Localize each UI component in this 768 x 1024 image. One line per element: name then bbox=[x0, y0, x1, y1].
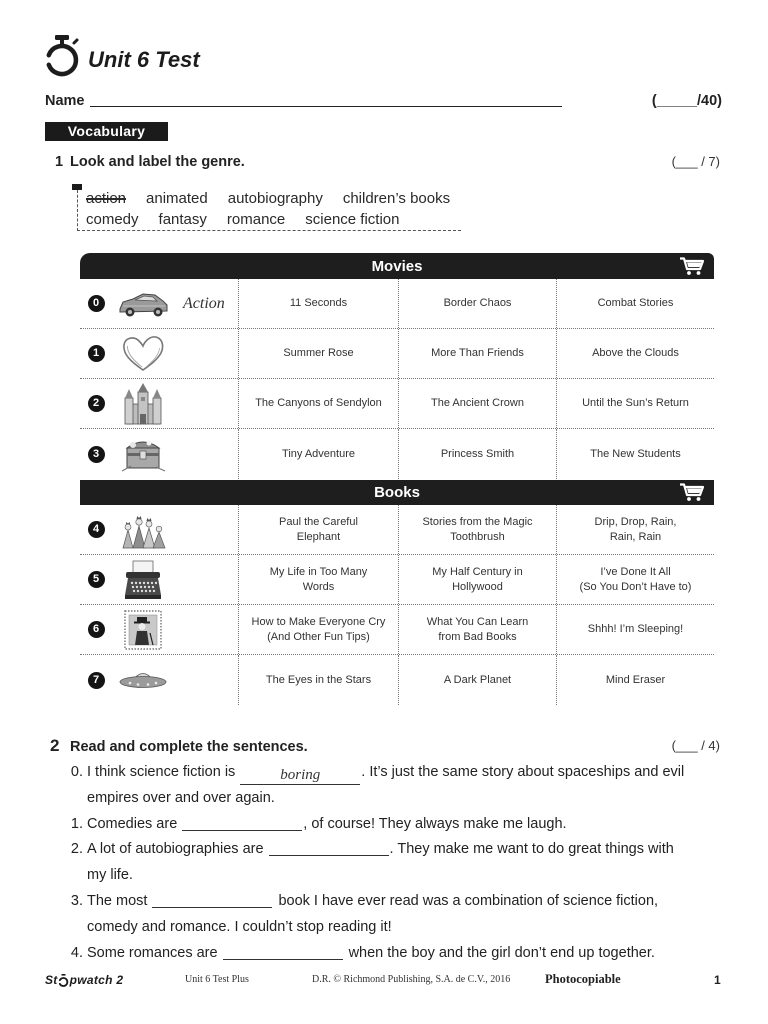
title-cell: The Ancient Crown bbox=[398, 379, 556, 428]
footer-copyright: D.R. © Richmond Publishing, S.A. de C.V., 2016 bbox=[312, 974, 511, 985]
answer-field[interactable] bbox=[175, 555, 238, 604]
stopwatch-icon bbox=[43, 34, 83, 78]
word-box-line bbox=[86, 210, 399, 230]
sentence-line-continuation bbox=[0, 863, 768, 889]
sentence-number: 4. bbox=[70, 944, 83, 961]
typewriter-icon bbox=[110, 555, 175, 604]
item-number-badge: 7 bbox=[88, 672, 105, 689]
sentence-number: 2. bbox=[70, 841, 83, 858]
word-bank-item: animated bbox=[146, 190, 208, 207]
answer-blank[interactable] bbox=[269, 839, 389, 856]
exercise-1-heading bbox=[55, 153, 245, 171]
word-bank-item: science fiction bbox=[305, 211, 400, 228]
sentence-list bbox=[0, 760, 768, 966]
item-number-badge: 1 bbox=[88, 345, 105, 362]
footer-photocopiable: Photocopiable bbox=[545, 972, 621, 986]
name-field[interactable] bbox=[90, 93, 562, 107]
title-cell: The Canyons of Sendylon bbox=[238, 379, 398, 428]
princesses-icon bbox=[110, 505, 175, 554]
title-cell: Border Chaos bbox=[398, 279, 556, 328]
title-cell: Combat Stories bbox=[556, 279, 714, 328]
title-cell: Tiny Adventure bbox=[238, 429, 398, 479]
stopwatch-icon bbox=[58, 974, 69, 987]
exercise-instruction: Look and label the genre. bbox=[70, 154, 245, 170]
item-number-badge: 0 bbox=[88, 295, 105, 312]
sentence-text-after: when the boy and the girl don’t end up together. bbox=[348, 944, 655, 961]
word-box-line bbox=[86, 189, 450, 209]
title-cell: More Than Friends bbox=[398, 329, 556, 378]
sentence-text-after: . It’s just the same story about spaceships and evil bbox=[361, 764, 685, 780]
footer-unit: Unit 6 Test Plus bbox=[185, 974, 249, 985]
item-number-badge: 5 bbox=[88, 571, 105, 588]
treasure-chest-icon bbox=[110, 429, 175, 479]
shopping-cart-icon bbox=[679, 256, 705, 276]
item-number-badge: 4 bbox=[88, 521, 105, 538]
answer-text: Action bbox=[183, 294, 225, 312]
answer-field[interactable] bbox=[175, 279, 238, 328]
sentence-number: 3. bbox=[70, 892, 83, 909]
sentence-text-continuation: empires over and over again. bbox=[87, 789, 275, 806]
sentence-number: 0. bbox=[70, 764, 83, 780]
sentence-line bbox=[0, 812, 768, 838]
title-cell: Summer Rose bbox=[238, 329, 398, 378]
sentence-text-continuation: my life. bbox=[87, 867, 133, 884]
sentence-line bbox=[0, 837, 768, 863]
title-cell: A Dark Planet bbox=[398, 655, 556, 705]
movies-header bbox=[80, 253, 714, 279]
table-row bbox=[80, 279, 714, 329]
books-header bbox=[80, 480, 714, 505]
books-table bbox=[80, 480, 714, 705]
stopwatch-logo bbox=[45, 972, 123, 988]
name-label: Name bbox=[45, 93, 85, 109]
answer-field[interactable] bbox=[175, 655, 238, 705]
sentence-line bbox=[0, 760, 768, 786]
books-header-label: Books bbox=[374, 484, 420, 501]
sentence-text-before: Comedies are bbox=[87, 815, 178, 832]
answer-field[interactable] bbox=[175, 505, 238, 554]
title-cell: Until the Sun’s Return bbox=[556, 379, 714, 428]
sentence-line bbox=[0, 889, 768, 915]
title-cell: Shhh! I’m Sleeping! bbox=[556, 605, 714, 654]
movies-table bbox=[80, 253, 714, 479]
word-bank-item: children’s books bbox=[342, 190, 451, 207]
item-number-badge: 3 bbox=[88, 446, 105, 463]
exercise-2-heading bbox=[50, 737, 308, 756]
title-cell: What You Can Learn from Bad Books bbox=[398, 605, 556, 654]
logo-text-suffix: pwatch 2 bbox=[69, 973, 124, 987]
answer-blank[interactable] bbox=[240, 768, 360, 785]
sentence-text-before: Some romances are bbox=[87, 944, 218, 961]
answer-blank[interactable] bbox=[182, 814, 302, 831]
sentence-line-continuation bbox=[0, 915, 768, 941]
sentence-text-after: book I have ever read was a combination of science fiction, bbox=[278, 892, 659, 909]
sentence-text-before: I think science fiction is bbox=[87, 764, 236, 780]
sentence-line bbox=[0, 941, 768, 967]
title-cell: Above the Clouds bbox=[556, 329, 714, 378]
word-box bbox=[77, 190, 461, 231]
sentence-line-continuation bbox=[0, 786, 768, 812]
answer-text: boring bbox=[280, 767, 321, 783]
stamp-icon bbox=[110, 605, 175, 654]
exercise-number: 2 bbox=[50, 736, 60, 755]
table-row bbox=[80, 379, 714, 429]
title-cell: Drip, Drop, Rain, Rain, Rain bbox=[556, 505, 714, 554]
logo-text-prefix: St bbox=[45, 973, 58, 987]
page-title: Unit 6 Test bbox=[88, 47, 200, 72]
title-cell: My Half Century in Hollywood bbox=[398, 555, 556, 604]
name-row bbox=[45, 92, 562, 110]
word-bank-item: fantasy bbox=[158, 211, 207, 228]
title-cell: Paul the Careful Elephant bbox=[238, 505, 398, 554]
title-cell: Mind Eraser bbox=[556, 655, 714, 705]
title-cell: 11 Seconds bbox=[238, 279, 398, 328]
ufo-icon bbox=[110, 655, 175, 705]
exercise-number: 1 bbox=[55, 154, 64, 170]
table-row bbox=[80, 655, 714, 705]
word-bank-item: comedy bbox=[86, 211, 139, 228]
item-number-badge: 6 bbox=[88, 621, 105, 638]
exercise-1-score: (___ / 7) bbox=[671, 154, 720, 169]
sentence-text-before: The most bbox=[87, 892, 148, 909]
total-score: (_____/40) bbox=[651, 93, 722, 109]
answer-field[interactable] bbox=[175, 379, 238, 428]
sentence-text-after: , of course! They always make me laugh. bbox=[303, 815, 567, 832]
sentence-number: 1. bbox=[70, 815, 83, 832]
shopping-cart-icon bbox=[679, 482, 705, 502]
title-cell: I’ve Done It All (So You Don’t Have to) bbox=[556, 555, 714, 604]
answer-field[interactable] bbox=[175, 329, 238, 378]
castle-icon bbox=[110, 379, 175, 428]
sentence-text-continuation: comedy and romance. I couldn’t stop reading it! bbox=[87, 918, 392, 935]
title-cell: How to Make Everyone Cry (And Other Fun Tips) bbox=[238, 605, 398, 654]
title-cell: My Life in Too Many Words bbox=[238, 555, 398, 604]
table-row bbox=[80, 329, 714, 379]
movies-header-label: Movies bbox=[371, 257, 423, 275]
exercise-instruction: Read and complete the sentences. bbox=[70, 739, 308, 755]
section-label: Vocabulary bbox=[45, 122, 168, 141]
heart-icon bbox=[110, 329, 175, 378]
title-cell: Stories from the Magic Toothbrush bbox=[398, 505, 556, 554]
exercise-2-score: (___ / 4) bbox=[671, 738, 720, 753]
table-row bbox=[80, 505, 714, 555]
sentence-text-after: . They make me want to do great things with bbox=[389, 841, 674, 858]
car-icon bbox=[110, 279, 175, 328]
word-bank-item: autobiography bbox=[227, 190, 323, 207]
word-bank-item: action bbox=[86, 190, 127, 207]
sentence-text-before: A lot of autobiographies are bbox=[87, 841, 264, 858]
page-number: 1 bbox=[714, 973, 721, 987]
table-row bbox=[80, 555, 714, 605]
answer-blank[interactable] bbox=[152, 891, 272, 908]
item-number-badge: 2 bbox=[88, 395, 105, 412]
table-row bbox=[80, 605, 714, 655]
title-cell: The Eyes in the Stars bbox=[238, 655, 398, 705]
word-bank-item: romance bbox=[226, 211, 286, 228]
answer-blank[interactable] bbox=[223, 943, 343, 960]
table-row bbox=[80, 429, 714, 479]
answer-field[interactable] bbox=[175, 605, 238, 654]
title-cell: The New Students bbox=[556, 429, 714, 479]
title-cell: Princess Smith bbox=[398, 429, 556, 479]
answer-field[interactable] bbox=[175, 429, 238, 479]
